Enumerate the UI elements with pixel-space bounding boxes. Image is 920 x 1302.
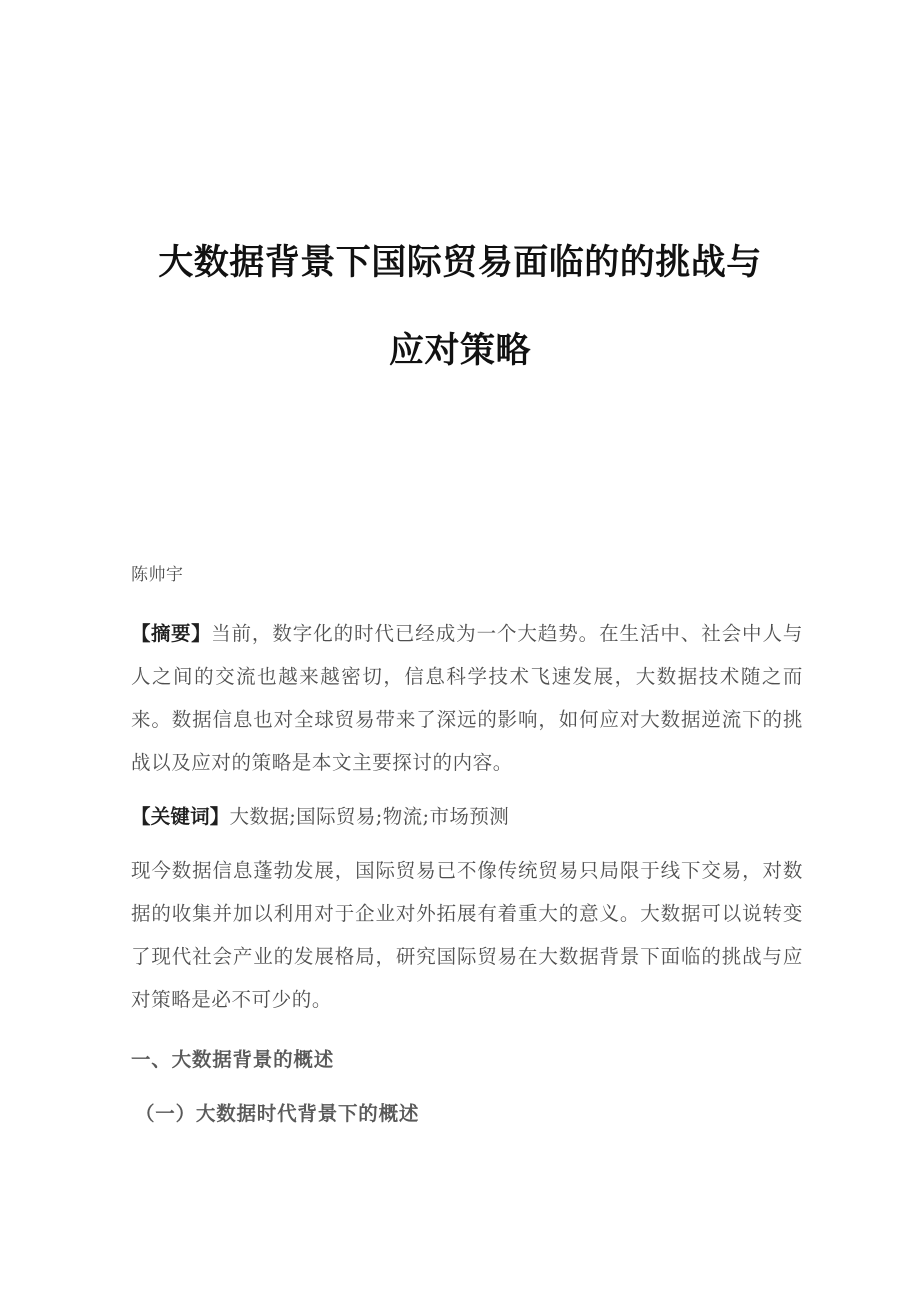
- abstract-text: 当前，数字化的时代已经成为一个大趋势。在生活中、社会中人与人之间的交流也越来越密切，信息科学技术飞速发展，大数据技术随之而来。数据信息也对全球贸易带来了深远的影响，如何应对大数据逆流下的挑战以及应对的策略是本文主要探讨的内容。: [131, 622, 803, 774]
- intro-paragraph: 现今数据信息蓬勃发展，国际贸易已不像传统贸易只局限于线下交易，对数据的收集并加以利用对于企业对外拓展有着重大的意义。大数据可以说转变了现代社会产业的发展格局，研究国际贸易在大数据背景下面临的挑战与应对策略是必不可少的。: [131, 859, 803, 1011]
- section-heading-1: 一、大数据背景的概述: [131, 1048, 335, 1071]
- title-line-1: 大数据背景下国际贸易面临的的挑战与: [158, 242, 762, 284]
- subsection-heading-1-1: （一）大数据时代背景下的概述: [135, 1102, 420, 1125]
- abstract-paragraph: [131, 612, 803, 784]
- keywords-label: 【关键词】: [131, 805, 230, 828]
- author-name: 陈帅宇: [131, 565, 184, 585]
- title-line-2: 应对策略: [388, 330, 531, 372]
- document-body: [131, 612, 803, 1135]
- abstract-label: 【摘要】: [131, 622, 212, 645]
- keywords-paragraph: [131, 795, 803, 838]
- page-title: [130, 219, 790, 395]
- keywords-text: 大数据;国际贸易;物流;市场预测: [229, 805, 510, 828]
